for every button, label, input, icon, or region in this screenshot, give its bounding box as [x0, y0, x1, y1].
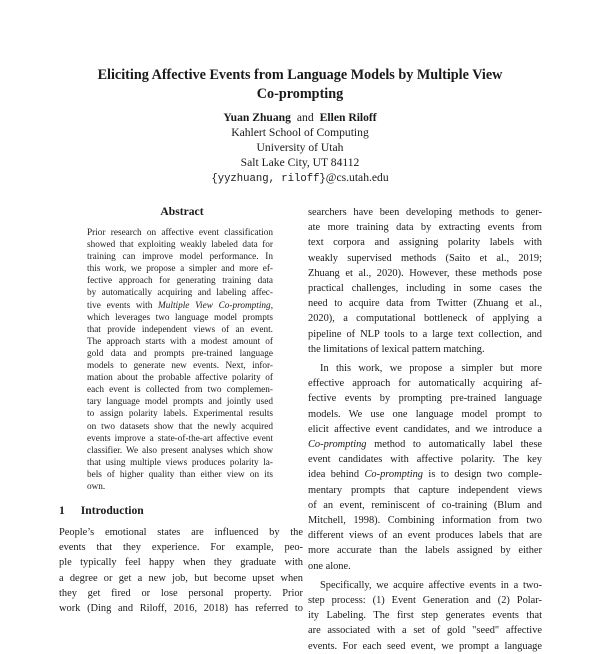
body-line: the limitations of lexical pattern matching.	[308, 343, 485, 355]
method-name: Co-prompting	[308, 439, 367, 451]
body-line-text: idea behind	[308, 469, 365, 481]
abstract-line: to assign polarity labels. Experimental results	[87, 409, 273, 420]
abstract-line: Prior research on affective event classification	[87, 228, 273, 238]
abstract-line: models to generate new events. Next, infor-	[87, 361, 273, 372]
intro-line: a degree or get a new job, but become upset when	[59, 572, 303, 584]
body-line: different views of an event produces labels that are	[308, 530, 542, 542]
abstract-line: showed that exploiting weakly labeled data for	[87, 240, 273, 251]
abstract-line	[87, 300, 273, 312]
body-line: event candidates with affective polarity. The key	[308, 454, 542, 466]
abstract-line: this work, we propose a simpler and more ef-	[87, 264, 273, 275]
method-name: Co-prompting	[364, 469, 423, 481]
author-names	[100, 110, 500, 125]
abstract-line: which leverages two language model prompts	[87, 312, 273, 323]
body-line	[308, 467, 542, 482]
body-line: Zhuang et al., 2020). However, these methods pose	[308, 267, 542, 279]
body-line: fective events by prompting pre-trained language	[308, 393, 542, 405]
abstract-line-text: ,	[270, 300, 273, 311]
body-line: models. We use one language model prompt to	[308, 408, 542, 420]
body-line: Specifically, we acquire affective events in a two-	[320, 579, 542, 591]
abstract-line: training can improve model performance. In	[87, 252, 273, 263]
body-line: searchers have been developing methods to gener-	[308, 207, 542, 218]
author-name: Yuan Zhuang	[223, 111, 291, 124]
body-line: need to acquire data from Twitter (Zhuang et al.,	[308, 298, 542, 310]
paragraph	[308, 361, 542, 574]
abstract-line: own.	[87, 481, 106, 492]
intro-body	[59, 525, 303, 616]
body-line: are associated with a set of gold "seed" affective	[308, 625, 542, 637]
body-line: mentary prompts that capture independent views	[308, 484, 542, 496]
author-name: Ellen Riloff	[319, 111, 377, 124]
body-line: 2020), a computational bottleneck of applying a	[308, 313, 542, 325]
body-line	[308, 437, 542, 452]
affiliation: Kahlert School of Computing	[231, 126, 369, 139]
body-line: In this work, we propose a simpler but more	[320, 363, 542, 375]
paragraph	[308, 578, 542, 654]
body-line: events. For each seed event, we prompt a language	[308, 640, 542, 652]
abstract-line: bels of higher quality than either view on its	[87, 469, 273, 480]
abstract-line: each event is collected from two complemen-	[87, 385, 273, 396]
city: Salt Lake City, UT 84112	[240, 156, 360, 169]
body-line: ity Labeling. The first step generates events that	[308, 610, 542, 622]
intro-line: ple typically feel happy when they graduate with	[59, 557, 303, 569]
abstract-line: gold data and prompts pre-trained language	[87, 348, 273, 359]
abstract-line: The approach starts with a modest amount of	[87, 336, 273, 347]
author-block	[100, 110, 500, 187]
body-line: of an event, reminiscent of co-training (Blum and	[308, 499, 542, 511]
abstract-line: fective approach for generating training data	[87, 276, 273, 287]
body-line: Mitchell, 1998). Combining information from two	[308, 515, 542, 527]
body-line-text: method to automatically label these	[366, 439, 542, 451]
body-line: pipeline of NLP tools to a large text collection, and	[308, 328, 542, 340]
abstract-line-text: tive events with	[87, 300, 159, 311]
university: University of Utah	[256, 141, 344, 154]
section-heading	[59, 504, 144, 517]
body-line: ate more training data by extracting events from	[308, 222, 542, 234]
abstract-line: classifier. We also present analyses which show	[87, 445, 273, 456]
intro-line: events that they experience. For example, peo-	[59, 542, 303, 554]
right-column-body	[308, 205, 542, 654]
body-line: practical challenges, including in some cases the	[308, 283, 542, 295]
author-conjunction: and	[296, 111, 314, 124]
abstract-line: tary language model prompts and jointly used	[87, 397, 273, 408]
abstract-line: events improve a state-of-the-art affective event	[87, 433, 273, 444]
body-line: one alone.	[308, 560, 351, 572]
abstract-line: that using multiple views produces polarity la-	[87, 457, 273, 468]
intro-line: they get fired or lose personal property. Prior	[59, 587, 303, 599]
paragraph	[308, 205, 542, 357]
paper-title	[60, 66, 540, 104]
abstract-line: that provide independent views of an event.	[87, 324, 273, 335]
body-line: weakly supervised methods (Saito et al., 2019;	[308, 252, 542, 264]
email-users: {yyzhuang, riloff}	[211, 173, 326, 185]
body-line: text corpora and assigning polarity labels with	[308, 237, 542, 249]
abstract-body	[87, 227, 273, 493]
abstract-heading: Abstract	[160, 205, 204, 218]
section-title: Introduction	[80, 504, 144, 517]
section-number: 1	[59, 504, 65, 517]
email-domain: @cs.utah.edu	[325, 171, 389, 184]
body-line-text: is to design two comple-	[422, 469, 542, 481]
abstract-line: on two datasets show that the newly acquired	[87, 421, 273, 432]
body-line: more accurate than the labels assigned by either	[308, 545, 542, 557]
title-line-2: Co-prompting	[256, 86, 344, 102]
method-name: Multiple View Co-prompting	[158, 300, 271, 311]
abstract-line: by automatically acquiring and labeling affec-	[87, 288, 273, 299]
body-line: step process: (1) Event Generation and (2) Polar-	[308, 595, 542, 607]
abstract-line: mation about the probable affective polarity of	[87, 373, 273, 384]
body-line: effective approach for automatically acquiring af-	[308, 378, 542, 390]
body-line: elicit affective event candidates, and we introduce a	[308, 423, 542, 435]
title-line-1: Eliciting Affective Events from Language Models by Multiple View	[97, 67, 503, 83]
intro-line: work (Ding and Riloff, 2016, 2018) has referred to	[59, 603, 303, 615]
intro-line: People’s emotional states are influenced by the	[59, 527, 303, 538]
email	[100, 170, 500, 187]
